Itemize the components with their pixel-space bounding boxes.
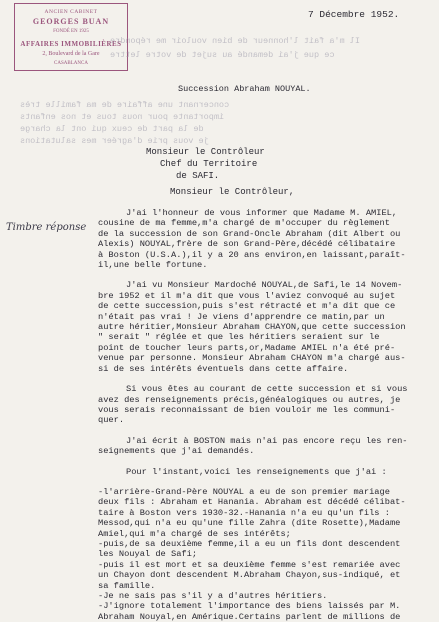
body-line: autre héritier,Monsieur Abraham CHAYON,que cette succession [98, 322, 406, 333]
show-through-5: de la part de ceux qui ont la charge [20, 124, 204, 134]
body-line: bre 1952 et il m'a dit que vous l'aviez convoqué au sujet [98, 290, 396, 301]
body-line: seignements que j'ai demandés. [98, 446, 255, 457]
show-through-2: ce que j'ai demandé au sujet de votre lettre [110, 50, 335, 60]
body-line: Pour l'instant,voici les renseignements que j'ai : [126, 466, 387, 477]
body-line: " serait " réglée et que les héritiers seraient sur le [98, 332, 380, 343]
stamp-line-2: GEORGES BUAN [32, 17, 110, 26]
body-line: si de ses intérêts éventuels dans cette affaire. [98, 363, 349, 374]
body-line: avez des renseignements précis,généalogiques ou autres, je [98, 394, 401, 405]
letter-date: 7 Décembre 1952. [308, 9, 400, 20]
body-line: les Nouyal de Safi; [98, 549, 198, 560]
body-line: taire à Boston vers 1930-32.-Hanania n'a eu qu'un fils : [98, 507, 390, 518]
recipient-address [146, 146, 294, 198]
address-line-2: Chef du Territoire [160, 159, 258, 169]
body-line: point de toucher leurs parts,or,Madame AMIEL n'a été pré- [98, 342, 396, 353]
body-line: J'ai vu Monsieur Mardoché NOUYAL,de Safi,le 14 Novem- [126, 280, 403, 291]
letter-subject: Succession Abraham NOUYAL. [178, 84, 311, 94]
body-line: Amiel,qui m'a chargé de ses intérêts; [98, 528, 291, 539]
body-line: n'était pas vrai ! Je viens d'apprendre ce matin,par un [98, 311, 385, 322]
body-line: -J'ignore totalement l'importance des biens laissés par M. [98, 601, 401, 612]
body-line: cousine de ma femme,m'a chargé de m'occuper du règlement [98, 218, 390, 229]
stamp-line-3: FONDÉ EN 1925 [53, 29, 89, 34]
body-line: un Chayon dont descendent M.Abraham Chayon,sus-indiqué, et [98, 570, 401, 581]
body-line: J'ai écrit à BOSTON mais n'ai pas encore reçu les ren- [126, 435, 408, 446]
body-line: -puis il est mort et sa deuxième femme s'est remariée avec [98, 559, 401, 570]
body-line: Messod,qui n'a eu qu'une fille Zahra (dite Rosette),Madame [98, 518, 401, 529]
body-line: -Je ne sais pas s'il y a d'autres héritiers. [98, 591, 328, 601]
body-line: quer. [98, 415, 125, 426]
show-through-6: je vous prie d'agréer mes salutations [20, 136, 209, 146]
body-line: -puis,de sa deuxième femme,il a eu un fils dont descendent [98, 538, 401, 549]
body-line: deux fils : Abraham et Hanania. Abraham est décédé célibat- [98, 497, 406, 508]
stamp-line-4: AFFAIRES IMMOBILIÈRES [20, 40, 122, 48]
stamp-line-6: CASABLANCA [54, 61, 88, 66]
margin-note: Timbre réponse [6, 222, 87, 233]
body-line: -l'arrière-Grand-Père NOUYAL a eu de son premier mariage [98, 486, 390, 497]
stamp-line-1: ANCIEN CABINET [44, 9, 98, 15]
address-line-4: Monsieur le Contrôleur, [170, 187, 295, 197]
body-line: Alexis) NOUYAL,frère de son Grand-Père,décédé célibataire [98, 239, 396, 250]
address-line-3: de SAFI. [176, 171, 220, 181]
body-line: Si vous êtes au courant de cette succession et si vous [126, 384, 408, 395]
body-line: Abraham Nouyal,en Amérique.Certains parlent de millions de [98, 611, 401, 622]
body-line: sa famille. [98, 580, 156, 591]
show-through-3: concernant une affaire de ma famille très [20, 100, 230, 110]
address-line-1: Monsieur le Contrôleur [146, 147, 265, 157]
body-line: J'ai l'honneur de vous informer que Madame M. AMIEL, [126, 208, 398, 218]
body-line: de cette succession,puis s'est rétracté et m'a dit que ce [98, 301, 396, 312]
show-through-4: importante pour nous tous et nos enfants [20, 112, 225, 122]
stamp-line-5: 2, Boulevard de la Gare [42, 51, 100, 57]
body-line: à Boston (U.S.A.),il y a 20 ans environ,en laissant,paraît- [98, 249, 406, 260]
body-line: il,une belle fortune. [98, 260, 208, 271]
body-line: de la succession de son Grand-Oncle Abraham (dit Albert ou [98, 228, 401, 239]
show-through-1: Il m'a fait l'honneur de bien vouloir me répondre [110, 36, 360, 46]
body-line: vous serais reconnaissant de bien vouloir me les communi- [98, 404, 396, 415]
body-line: venue par personne. Monsieur Abraham CHAYON m'a chargé aus- [98, 353, 406, 364]
